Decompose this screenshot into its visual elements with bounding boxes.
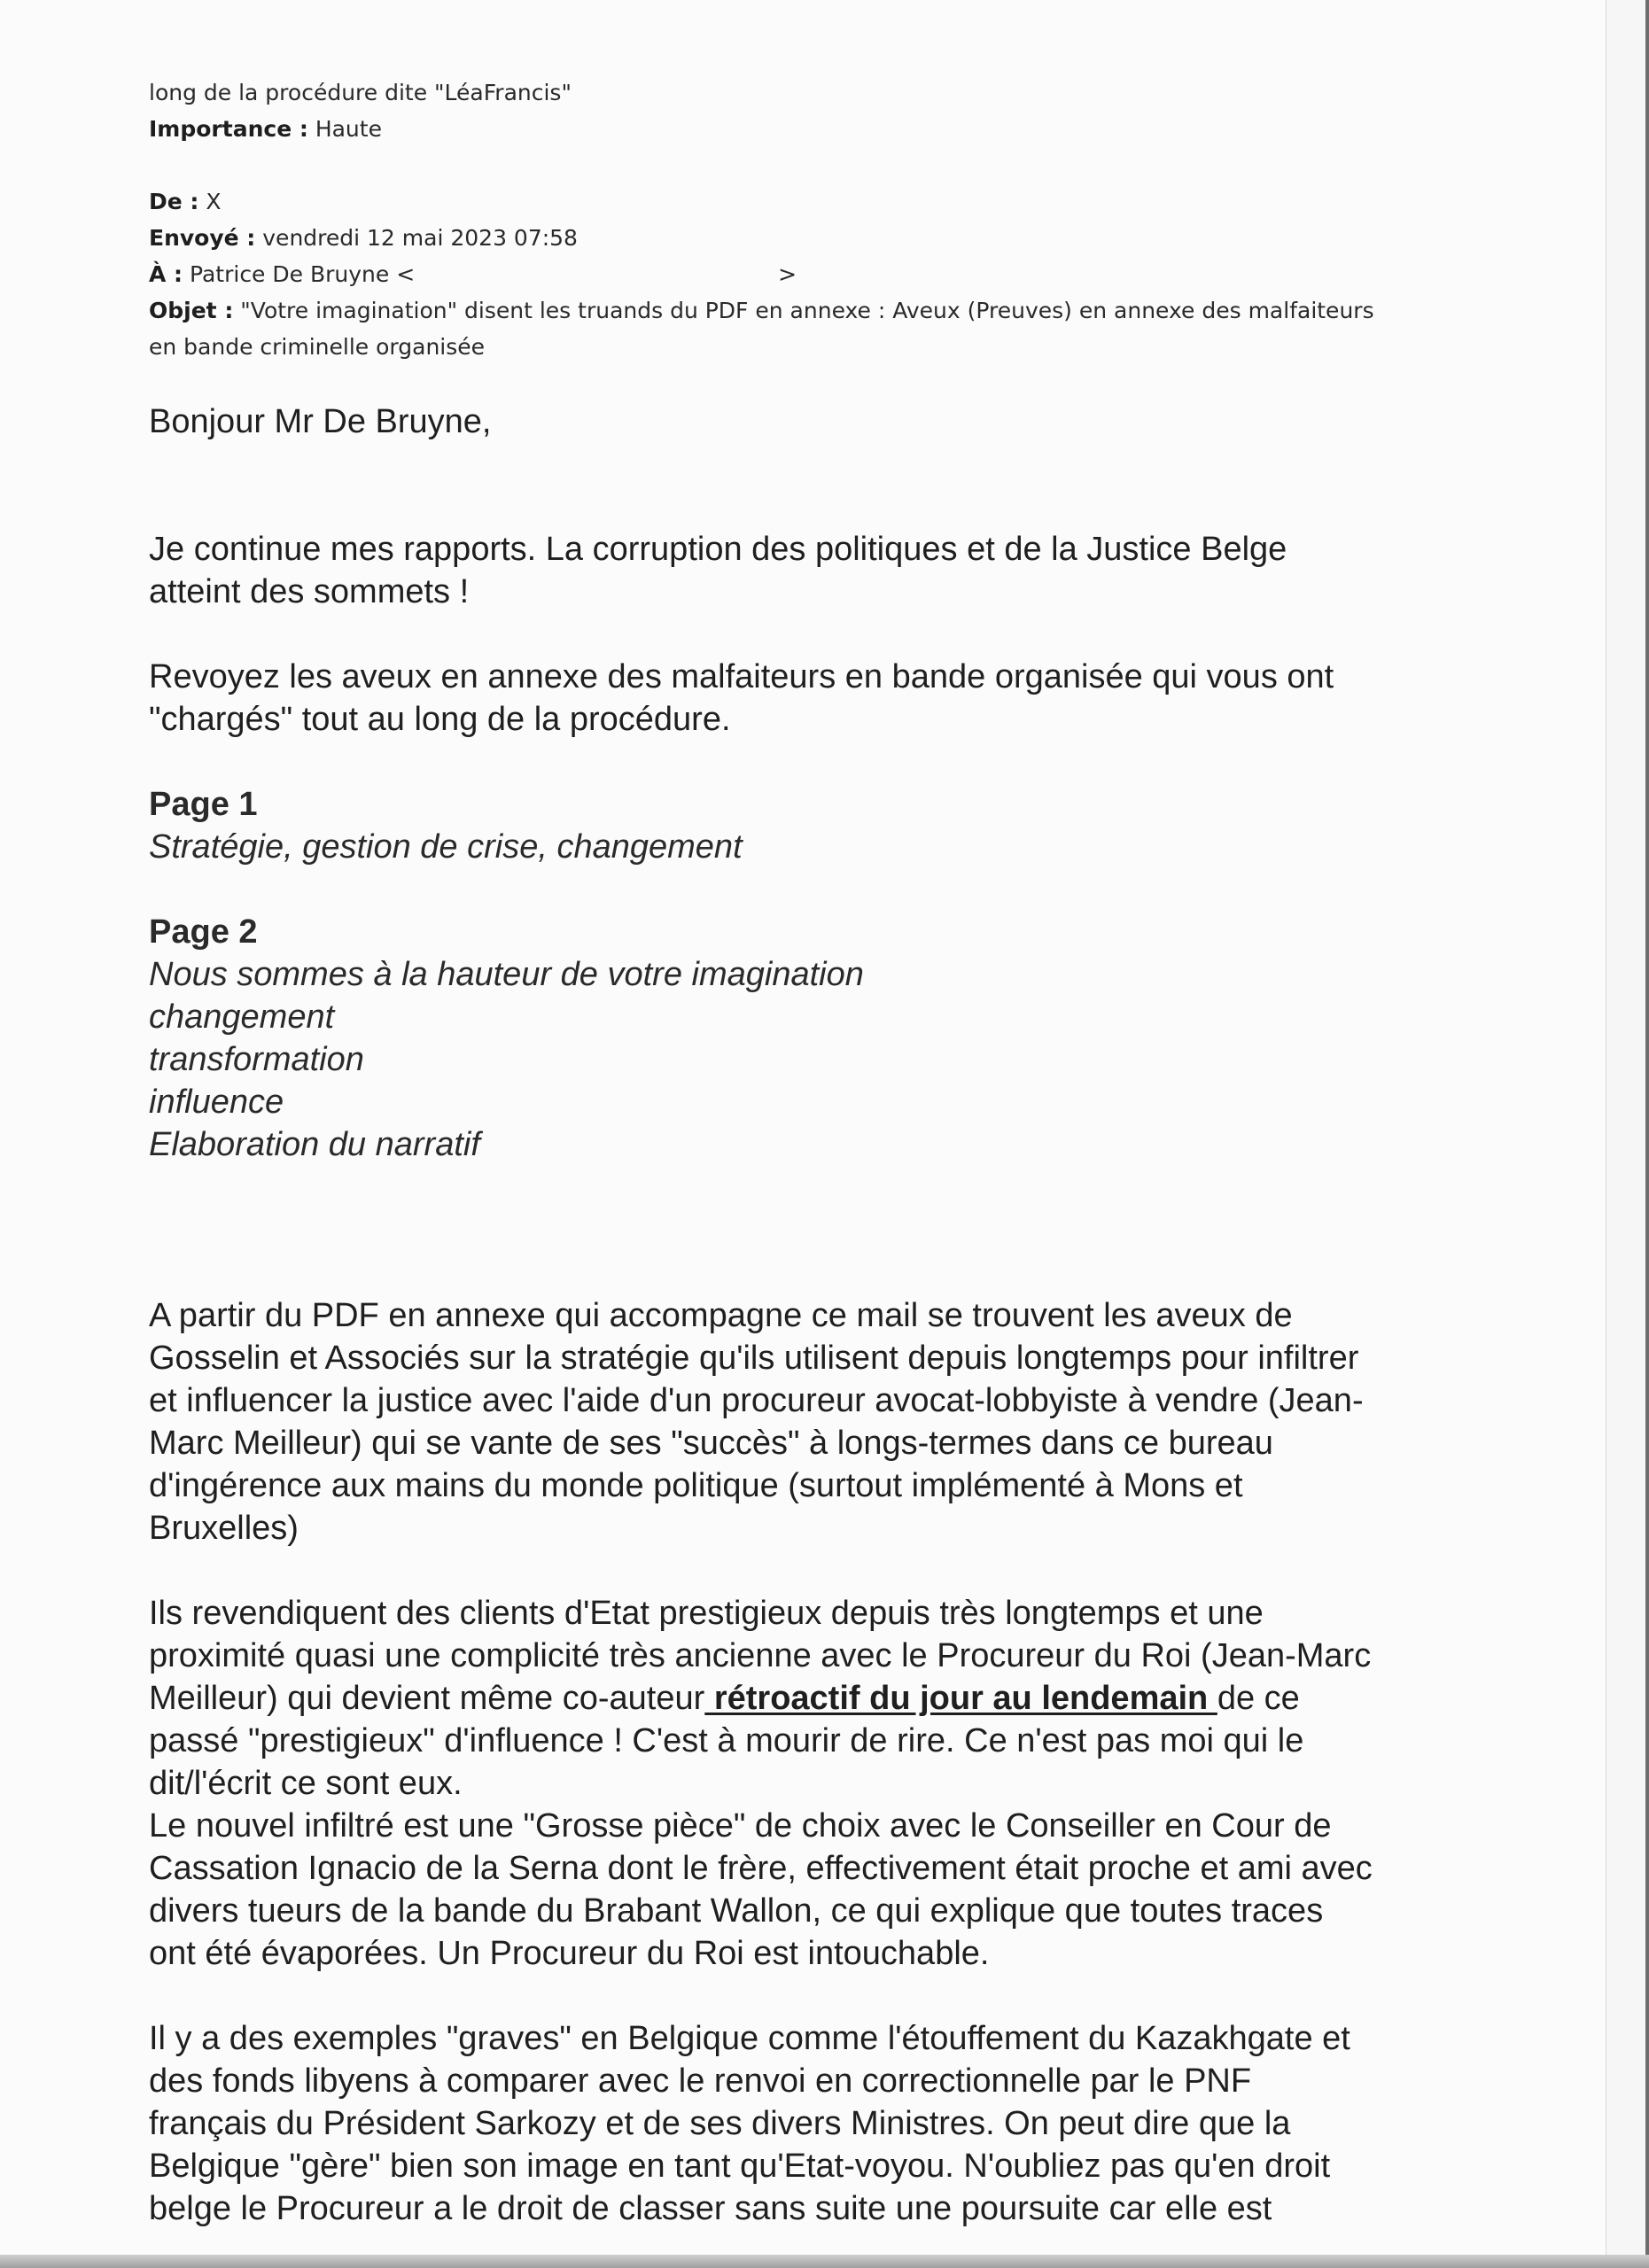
- para3-line: et influencer la justice avec l'aide d'un procureur avocat-lobbyiste à vendre (Jean-: [149, 1382, 1364, 1419]
- para4-line: Le nouvel infiltré est une "Grosse pièce" de choix avec le Conseiller en Cour de: [149, 1807, 1332, 1845]
- subject-label: Objet :: [149, 298, 234, 323]
- page2-item: Elaboration du narratif: [149, 1126, 480, 1163]
- sent-value: vendredi 12 mai 2023 07:58: [262, 225, 578, 251]
- page1-item: Stratégie, gestion de crise, changement: [149, 828, 743, 866]
- para4-line: Cassation Ignacio de la Serna dont le frère, effectivement était proche et ami avec: [149, 1850, 1373, 1887]
- para4-line: dit/l'écrit ce sont eux.: [149, 1765, 463, 1802]
- para5-line: Belgique "gère" bien son image en tant qu'Etat-voyou. N'oubliez pas qu'en droit: [149, 2148, 1331, 2185]
- page2-item: transformation: [149, 1041, 364, 1078]
- para4-line: proximité quasi une complicité très ancienne avec le Procureur du Roi (Jean-Marc: [149, 1637, 1372, 1674]
- to-close: >: [778, 261, 797, 287]
- to-name: Patrice De Bruyne <: [190, 261, 416, 287]
- para2-line2: "chargés" tout au long de la procédure.: [149, 701, 731, 738]
- greeting: Bonjour Mr De Bruyne,: [149, 403, 492, 440]
- importance-label: Importance :: [149, 116, 308, 142]
- subject-line-2: en bande criminelle organisée: [149, 334, 486, 360]
- importance-row: [149, 111, 1478, 147]
- to-row: [149, 256, 1478, 292]
- sent-label: Envoyé :: [149, 225, 256, 251]
- para4-line: ont été évaporées. Un Procureur du Roi est intouchable.: [149, 1935, 990, 1972]
- para3-line: d'ingérence aux mains du monde politique (surtout implémenté à Mons et: [149, 1467, 1243, 1504]
- to-label: À :: [149, 261, 183, 287]
- importance-value: Haute: [315, 116, 382, 142]
- para4-line: passé "prestigieux" d'influence ! C'est à mourir de rire. Ce n'est pas moi qui le: [149, 1722, 1304, 1759]
- scanner-edge-strip: [1606, 0, 1646, 2255]
- page2-item: influence: [149, 1084, 284, 1121]
- para5-line: des fonds libyens à comparer avec le renvoi en correctionnelle par le PNF: [149, 2062, 1252, 2100]
- para3-line: A partir du PDF en annexe qui accompagne ce mail se trouvent les aveux de: [149, 1297, 1293, 1334]
- email-body: [149, 400, 1478, 2230]
- para5-line: Il y a des exemples "graves" en Belgique comme l'étouffement du Kazakhgate et: [149, 2020, 1350, 2057]
- subject-line-1: "Votre imagination" disent les truands du PDF en annexe : Aveux (Preuves) en annexe des malfaiteurs: [240, 298, 1374, 323]
- para1-line1: Je continue mes rapports. La corruption des politiques et de la Justice Belge: [149, 531, 1287, 568]
- page2-item: changement: [149, 998, 335, 1036]
- subject-continuation: long de la procédure dite "LéaFrancis": [149, 80, 572, 105]
- para2-line1: Revoyez les aveux en annexe des malfaiteurs en bande organisée qui vous ont: [149, 658, 1334, 695]
- para1-line2: atteint des sommets !: [149, 573, 470, 610]
- para3-line: Marc Meilleur) qui se vante de ses "succès" à longs-termes dans ce bureau: [149, 1425, 1273, 1462]
- page1-title: Page 1: [149, 786, 258, 823]
- emphasis-retroactif: rétroactif du jour au lendemain: [704, 1680, 1217, 1717]
- para4-line: divers tueurs de la bande du Brabant Wallon, ce qui explique que toutes traces: [149, 1892, 1324, 1930]
- para3-line: Gosselin et Associés sur la stratégie qu'ils utilisent depuis longtemps pour infiltrer: [149, 1340, 1359, 1377]
- from-row: [149, 183, 1478, 220]
- from-label: De :: [149, 189, 199, 214]
- subject-row: [149, 292, 1478, 329]
- para5-line: belge le Procureur a le droit de classer sans suite une poursuite car elle est: [149, 2190, 1272, 2227]
- para4-line: Ils revendiquent des clients d'Etat prestigieux depuis très longtemps et une: [149, 1595, 1264, 1632]
- para4-line: [149, 1677, 1478, 1720]
- email-header: [149, 74, 1478, 365]
- para4-line3-before: Meilleur) qui devient même co-auteur: [149, 1680, 705, 1717]
- page2-item: Nous sommes à la hauteur de votre imagination: [149, 956, 864, 993]
- para4-line3-after: de ce: [1217, 1680, 1300, 1717]
- para5-line: français du Président Sarkozy et de ses divers Ministres. On peut dire que la: [149, 2105, 1291, 2142]
- sent-row: [149, 220, 1478, 256]
- scanner-bottom-shadow: [0, 2255, 1649, 2268]
- scanner-edge-shadow: [1645, 0, 1649, 2268]
- para3-line: Bruxelles): [149, 1510, 299, 1547]
- page2-title: Page 2: [149, 913, 258, 951]
- from-value: X: [206, 189, 222, 214]
